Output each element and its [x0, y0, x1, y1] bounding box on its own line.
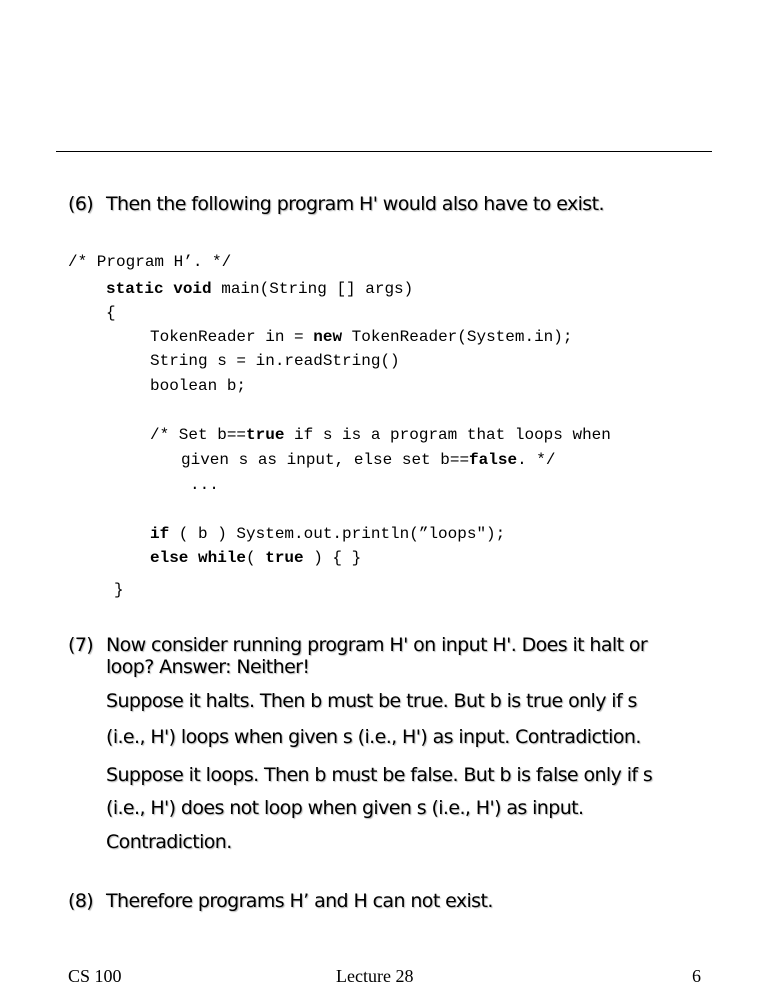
code-keyword: else while: [150, 549, 247, 567]
code-line-set-comment: [150, 426, 611, 444]
code-text: TokenReader in =: [150, 328, 314, 346]
item-6-number: (6): [68, 193, 94, 215]
halts-paragraph-line-2: (i.e., H') loops when given s (i.e., H') as input. Contradiction.: [106, 726, 641, 748]
code-close-brace: }: [114, 581, 124, 599]
code-keyword: new: [313, 328, 343, 346]
code-line-tokenreader: [150, 328, 572, 346]
code-line-readstring: String s = in.readString(): [150, 352, 400, 370]
code-keyword: true: [246, 426, 285, 444]
footer-course: CS 100: [68, 966, 122, 986]
code-line-main: [106, 280, 413, 298]
code-text: if s is a program that loops when: [284, 426, 611, 444]
item-6-text: Then the following program H' would also have to exist.: [106, 193, 604, 215]
code-line-set-comment-cont: [181, 451, 555, 469]
code-text: TokenReader(System.in);: [342, 328, 573, 346]
code-text: (: [246, 549, 266, 567]
code-comment-title: /* Program H’. */: [68, 253, 232, 271]
header-divider: [56, 151, 712, 152]
code-keyword: false: [469, 451, 518, 469]
code-text: . */: [517, 451, 556, 469]
code-open-brace: {: [106, 304, 116, 322]
item-7-line-1: Now consider running program H' on input H'. Does it halt or: [106, 634, 648, 656]
code-line-if: [150, 525, 505, 543]
code-text: ) { }: [303, 549, 362, 567]
item-8-text: Therefore programs H’ and H can not exist.: [106, 890, 493, 912]
code-text: ( b ) System.out.println(”loops");: [169, 525, 506, 543]
code-keyword: true: [265, 549, 304, 567]
code-line-boolean: boolean b;: [150, 377, 247, 395]
code-text: main(String [] args): [211, 280, 414, 298]
halts-paragraph-line-1: Suppose it halts. Then b must be true. But b is true only if s: [106, 690, 637, 712]
item-7-line-2: loop? Answer: Neither!: [106, 656, 310, 678]
loops-paragraph-line-3: Contradiction.: [106, 831, 232, 853]
code-line-else: [150, 549, 361, 567]
footer-lecture: Lecture 28: [336, 966, 414, 986]
code-text: given s as input, else set b==: [181, 451, 470, 469]
loops-paragraph-line-1: Suppose it loops. Then b must be false. But b is false only if s: [106, 764, 653, 786]
item-7-number: (7): [68, 634, 94, 656]
item-8-number: (8): [68, 890, 94, 912]
loops-paragraph-line-2: (i.e., H') does not loop when given s (i.e., H') as input.: [106, 797, 584, 819]
code-keyword: if: [150, 525, 170, 543]
code-text: /* Set b==: [150, 426, 247, 444]
code-keyword: static void: [106, 280, 212, 298]
footer-page-number: 6: [692, 966, 701, 986]
code-ellipsis: ...: [190, 476, 219, 494]
